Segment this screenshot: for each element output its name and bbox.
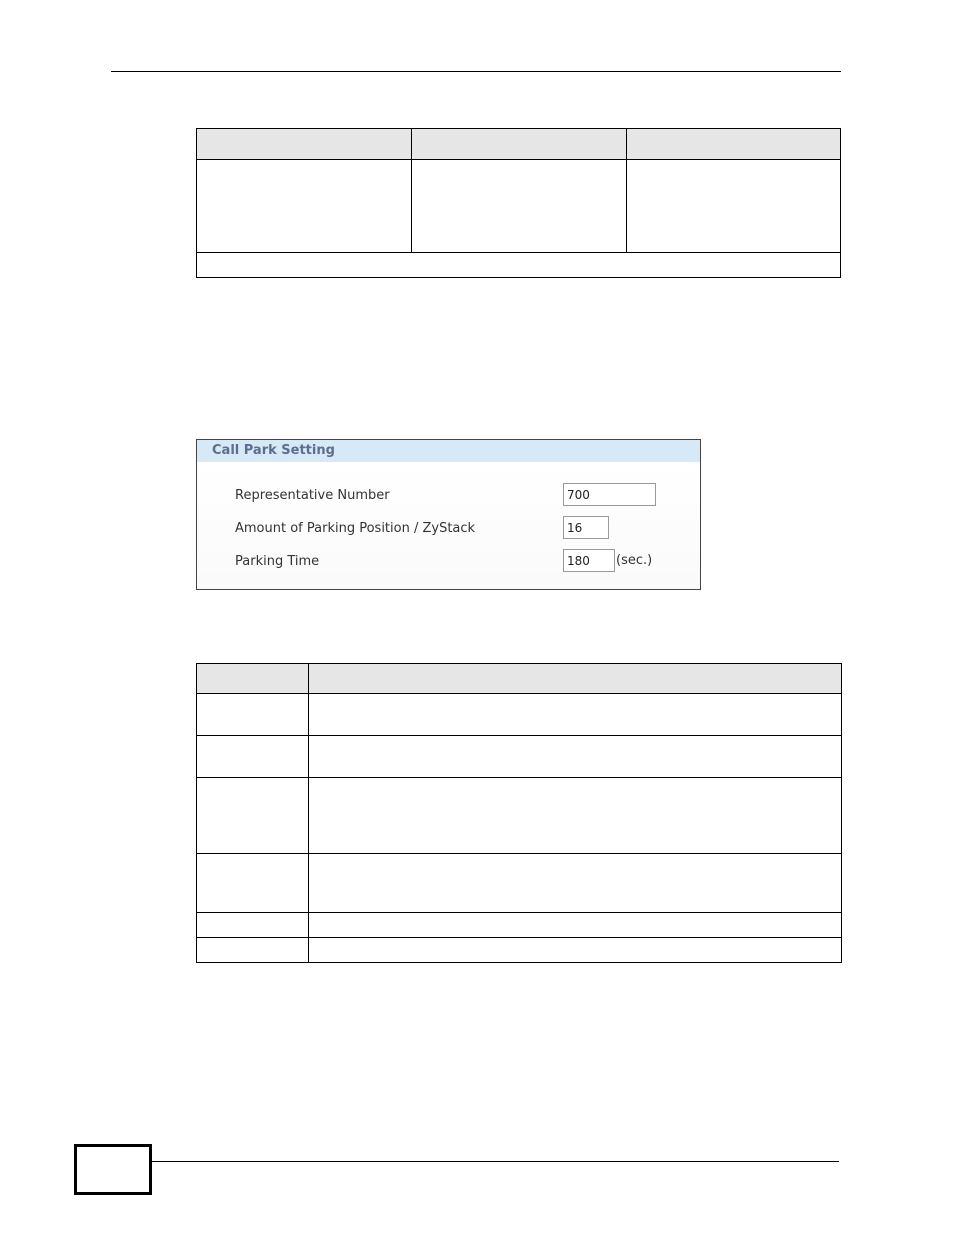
call-park-setting-panel	[196, 439, 701, 590]
footer-rule	[152, 1161, 839, 1162]
top-table-col-divider-2	[626, 129, 627, 252]
top-table-footer-divider	[197, 252, 840, 253]
parking-time-unit: (sec.)	[616, 553, 653, 568]
bottom-table	[196, 663, 842, 963]
top-table	[196, 128, 841, 278]
top-table-header-divider	[197, 159, 840, 160]
top-table-col-divider-1	[411, 129, 412, 252]
parking-position-amount-input[interactable]	[563, 516, 609, 539]
parking-position-amount-label: Amount of Parking Position / ZyStack	[235, 521, 476, 536]
representative-number-input[interactable]	[563, 483, 656, 506]
panel-header	[197, 440, 700, 463]
parking-time-label: Parking Time	[235, 554, 320, 569]
bottom-table-row-divider	[197, 693, 841, 694]
panel-body	[197, 462, 700, 589]
page-number-box	[74, 1144, 152, 1195]
bottom-table-row-divider	[197, 937, 841, 938]
panel-title: Call Park Setting	[212, 443, 335, 458]
bottom-table-row-divider	[197, 853, 841, 854]
bottom-table-col-divider	[308, 664, 309, 962]
bottom-table-header-row	[197, 664, 841, 693]
parking-time-input[interactable]	[563, 549, 615, 572]
header-rule	[111, 71, 841, 72]
top-table-header-row	[197, 129, 840, 160]
bottom-table-row-divider	[197, 777, 841, 778]
representative-number-label: Representative Number	[235, 488, 390, 503]
bottom-table-row-divider	[197, 912, 841, 913]
bottom-table-row-divider	[197, 735, 841, 736]
